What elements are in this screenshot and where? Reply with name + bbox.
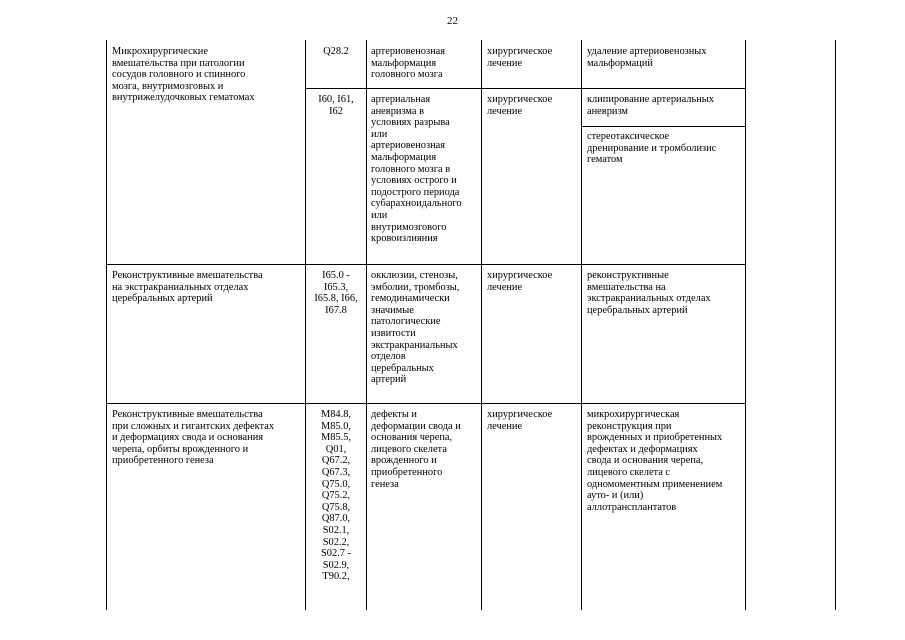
codes-1b: I60, I61, I62 xyxy=(318,94,354,117)
treatment-2: хирургическое лечение xyxy=(487,270,553,293)
model-2: окклюзии, стенозы, эмболии, тромбозы, гемодинамически значимые патологические извитости экстракраниальных отделов церебральных артерий xyxy=(371,270,460,386)
group-name-1: Микрохирургические вмешательства при патологии сосудов головного и спинного мозга, внутримозговых и внутрижелудочковых гематомах xyxy=(112,46,255,104)
model-1b: артериальная аневризма в условиях разрыва или артериовенозная мальформация головного мозга в условиях острого и подострого периода субарахноидального или внутримозгового кровоизлияния xyxy=(371,94,462,245)
method-divider xyxy=(581,126,746,127)
row-divider-1 xyxy=(106,264,746,265)
column-divider-2 xyxy=(366,40,367,610)
method-3: микрохирургическая реконструкция при врожденных и приобретенных дефектах и деформациях свода и основания черепа, лицевого скелета с одномоментным применением ауто- и (или) аллотрансплантатов xyxy=(587,409,723,513)
group-name-2: Реконструктивные вмешательства на экстракраниальных отделах церебральных артерий xyxy=(112,270,263,305)
treatment-1b: хирургическое лечение xyxy=(487,94,553,117)
method-1b-1: клипирование артериальных аневризм xyxy=(587,94,714,117)
treatment-1a: хирургическое лечение xyxy=(487,46,553,69)
group-name-3: Реконструктивные вмешательства при сложных и гигантских дефектах и деформациях свода и основания черепа, орбиты врожденного и приобретенного генеза xyxy=(112,409,275,467)
model-1a: артериовенозная мальформация головного мозга xyxy=(371,46,446,81)
table-border-right xyxy=(835,40,836,610)
codes-3: M84.8, M85.0, M85.5, Q01, Q67.2, Q67.3, Q75.0, Q75.2, Q75.8, Q87.0, S02.1, S02.2, S02.7 - S02.9, T90.2, xyxy=(320,409,352,583)
page-number: 22 xyxy=(447,15,458,27)
table-border-left xyxy=(106,40,107,610)
codes-1a: Q28.2 xyxy=(323,46,349,57)
codes-2: I65.0 - I65.3, I65.8, I66, I67.8 xyxy=(314,270,358,316)
method-1a: удаление артериовенозных мальформаций xyxy=(587,46,707,69)
column-divider-3 xyxy=(481,40,482,610)
model-3: дефекты и деформации свода и основания черепа, лицевого скелета врожденного и приобретенного генеза xyxy=(371,409,461,490)
method-1b-2: стереотаксическое дренирование и тромболизис гематом xyxy=(587,131,717,166)
subrow-divider xyxy=(305,88,746,89)
treatment-3: хирургическое лечение xyxy=(487,409,553,432)
row-divider-2 xyxy=(106,403,746,404)
method-2: реконструктивные вмешательства на экстракраниальных отделах церебральных артерий xyxy=(587,270,711,316)
